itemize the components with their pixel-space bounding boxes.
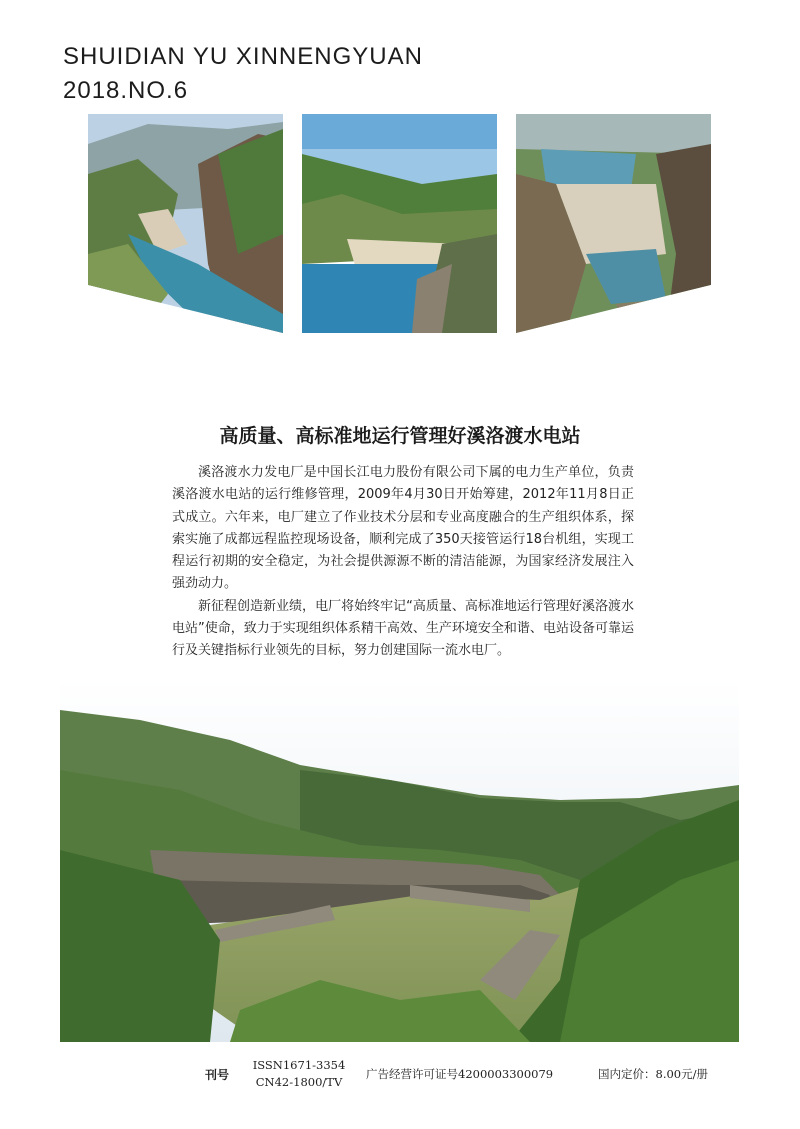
cn-number: CN42-1800/TV [255,1075,343,1089]
issn-number: ISSN1671-3354 [252,1058,346,1072]
dam-canyon-image [88,114,283,333]
domestic-price: 国内定价：8.00元/册 [598,1067,708,1081]
serial-numbers [243,1057,355,1091]
journal-name: SHUIDIAN YU XINNENGYUAN [63,43,423,70]
issue-number: 2018.NO.6 [63,77,189,104]
ad-license: 广告经营许可证号4200003300079 [366,1067,554,1081]
dam-aerial-image [516,114,711,333]
dam-photo-center [302,114,497,333]
dam-photo-right [516,114,711,333]
article-paragraph-2: 新征程创造新业绩，电厂将始终牢记“高质量、高标准地运行管理好溪洛渡水电站”使命，致力于实现组织体系精干高效、生产环境安全和谐、电站设备可靠运行及关键指标行业领先的目标，努力创建国际一流水电厂。 [172,598,634,659]
masthead [63,40,423,108]
article-paragraph-1: 溪洛渡水力发电厂是中国长江电力股份有限公司下属的电力生产单位，负责溪洛渡水电站的运行维修管理，2009年4月30日开始筹建，2012年11月8日正式成立。六年来，电厂建立了作业技术分层和专业高度融合的生产组织体系，探索实施了成都远程监控现场设备，顺利完成了350天接管运行18台机组，实现工程运行初期的安全稳定，为社会提供源源不断的清洁能源，为国家经济发展注入强劲动力。 [172,465,634,592]
hero-reservoir-photo [60,680,739,1042]
reservoir-panorama-image [60,680,739,1042]
page-footer [0,1055,800,1095]
article-body [172,462,634,663]
serial-label: 刊号 [205,1068,230,1082]
dam-photo-left [88,114,283,333]
dam-reservoir-image [302,114,497,333]
article-title: 高质量、高标准地运行管理好溪洛渡水电站 [219,425,581,447]
